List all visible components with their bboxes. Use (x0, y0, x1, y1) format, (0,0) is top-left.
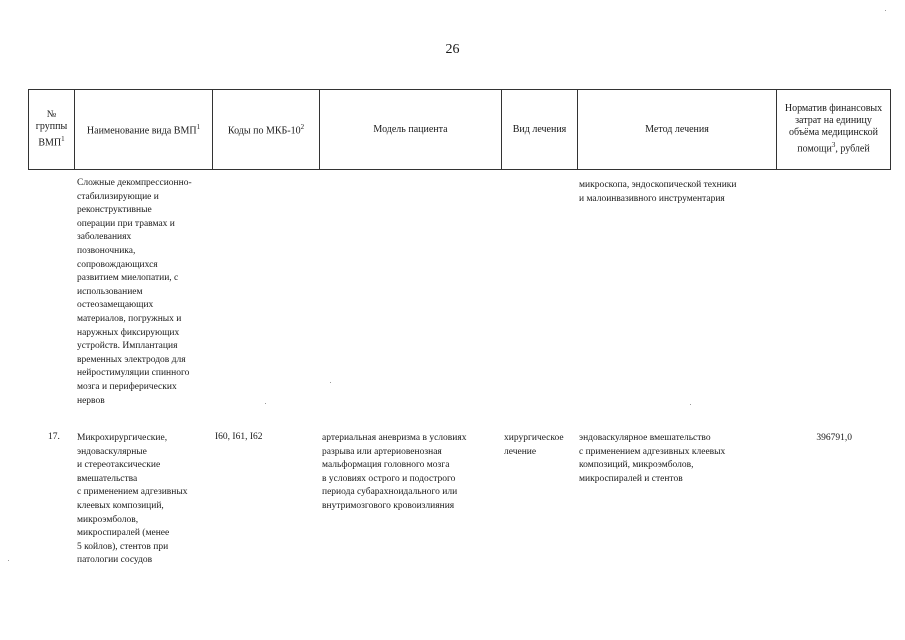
row2-group-number: 17. (48, 432, 60, 442)
row1-treatment-method: микроскопа, эндоскопической техники и малоинвазивного инструментария (579, 180, 737, 204)
row2-vmp-name: Микрохирургические, эндоваскулярные и стереотаксические вмешательства с применением адгезивных клеевых композиций, микроэмболов, микроспиралей (менее 5 койлов), стентов при патологии сосудов (77, 433, 188, 566)
table-header (28, 89, 891, 170)
row2-treatment-type: хирургическое лечение (504, 433, 564, 457)
header-patient-model: Модель пациента (320, 90, 502, 170)
header-group-number: № группы ВМП$^1$ (29, 90, 75, 170)
scan-speck (690, 404, 691, 405)
row2-patient-model: артериальная аневризма в условиях разрыва или артериовенозная мальформация головного мозга в условиях острого и подострого периода субарахноидального или внутримозгового кровоизлияния (322, 433, 467, 511)
header-cost-norm: Норматив финансовых затрат на единицу объёма медицинской помощи$^3$, рублей (777, 90, 891, 170)
row2-cost-norm: 396791,0 (816, 433, 852, 443)
header-treatment-method: Метод лечения (578, 90, 777, 170)
page-number: 26 (445, 42, 460, 57)
scan-speck (885, 10, 886, 11)
scan-speck (8, 560, 9, 561)
row2-mkb-codes: I60, I61, I62 (215, 432, 263, 442)
header-vmp-name: Наименование вида ВМП$^1$ (75, 90, 213, 170)
row2-treatment-method: эндоваскулярное вмешательство с применением адгезивных клеевых композиций, микроэмболов, микроспиралей и стентов (579, 433, 726, 484)
header-mkb-codes: Коды по МКБ-$10^2$ (213, 90, 320, 170)
header-treatment-type: Вид лечения (502, 90, 578, 170)
row1-vmp-name: Сложные декомпрессионно- стабилизирующие и реконструктивные операции при травмах и заболеваниях позвоночника, сопровождающихся развитием миелопатии, с использованием остеозамещающих материалов, погружных и наружных фиксирующих устройств. Имплантация временных электродов для нейростимуляции спинного мозга и периферических нервов (77, 178, 192, 406)
scan-speck (330, 382, 331, 383)
scan-speck (265, 403, 266, 404)
